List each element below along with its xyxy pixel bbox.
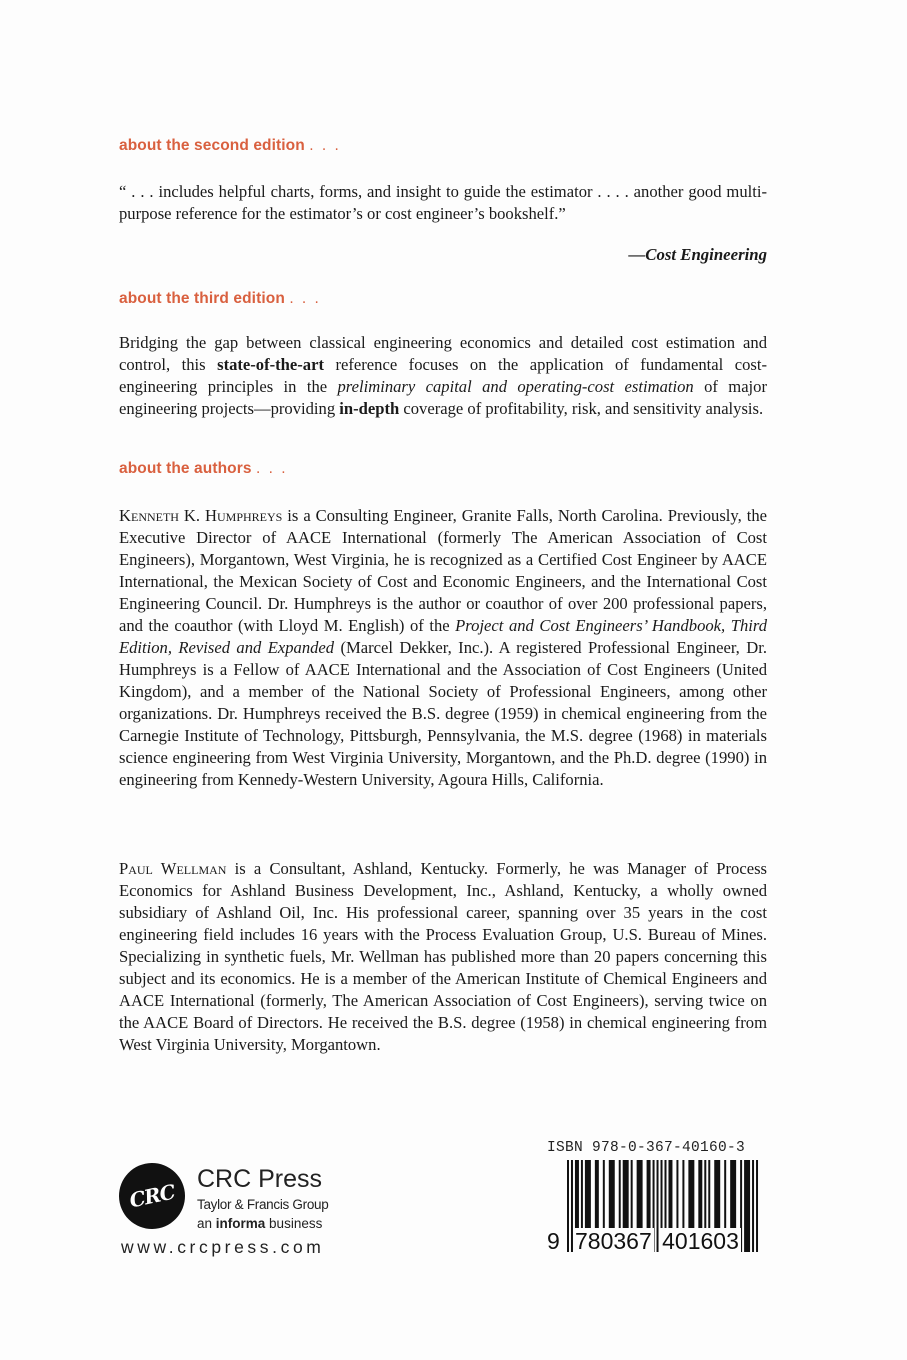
- ean-group-right: 401603: [662, 1228, 739, 1254]
- publisher-logo: [119, 1163, 359, 1263]
- heading-text: about the second edition: [119, 137, 305, 154]
- barcode-bar: [756, 1160, 758, 1252]
- author-bio-wellman: [119, 858, 767, 1056]
- publisher-name: CRC Press: [197, 1165, 323, 1193]
- bio-text: is a Consultant, Ashland, Kentucky. Formerly, he was Manager of Process Economics for Ashland Business Development, Inc., Ashland, Kentucky, a wholly owned subsidiary of Ashland Oil, Inc. His professional career, spanning over 35 years in the cost engineering field includes 16 years with the Process Evaluation Group, U.S. Bureau of Mines. Specializing in synthetic fuels, Mr. Wellman has published more than 20 papers concerning this subject and its economics. He is a member of the American Institute of Chemical Engineers and AACE International (formerly, The American Association of Cost Engineers), serving twice on the AACE Board of Directors. He received the B.S. degree (1958) in chemical engineering from West Virginia University, Morgantown.: [119, 859, 767, 1054]
- heading-third-edition: [119, 289, 767, 309]
- ean-first-digit: 9: [547, 1228, 560, 1254]
- description-text: coverage of profitability, risk, and sensitivity analysis.: [399, 399, 764, 418]
- publisher-url: www.crcpress.com: [121, 1237, 325, 1257]
- business-text: business: [265, 1216, 323, 1231]
- heading-ellipsis: . . .: [256, 460, 288, 477]
- publisher-group: Taylor & Francis Group: [197, 1197, 329, 1212]
- description-text: Bridging the gap between classical engineering economics and detailed cost estimation and control, this: [119, 333, 767, 374]
- heading-authors: [119, 459, 767, 479]
- heading-ellipsis: . . .: [289, 290, 321, 307]
- third-edition-description: [119, 332, 767, 420]
- isbn-barcode: [547, 1140, 757, 1265]
- publisher-business-line: [197, 1216, 322, 1231]
- heading-text: about the third edition: [119, 290, 285, 307]
- crc-logo-icon: [113, 1157, 191, 1235]
- isbn-label: ISBN 978-0-367-40160-3: [547, 1140, 746, 1156]
- business-text: an: [197, 1216, 216, 1231]
- description-text: of major engineering projects—providing: [119, 377, 767, 418]
- review-quote: “ . . . includes helpful charts, forms, and insight to guide the estimator . . . . another good multi-purpose reference for the estimator’s or cost engineer’s bookshelf.”: [119, 182, 767, 223]
- description-text: reference focuses on the application of fundamental cost-engineering principles in the: [119, 355, 767, 396]
- heading-text: about the authors: [119, 460, 252, 477]
- book-title: Project and Cost Engineers’ Handbook, Third Edition, Revised and Expanded: [119, 616, 768, 657]
- heading-ellipsis: . . .: [309, 137, 341, 154]
- bio-text: is a Consulting Engineer, Granite Falls, North Carolina. Previously, the Executive Director of AACE International (formerly The American Association of Cost Engineers), Morgantown, West Virginia, he is recognized as a Certified Cost Engineer by AACE International, the Mexican Society of Cost and Economic Engineers, and the International Cost Engineering Council. Dr. Humphreys is the author or coauthor of over 200 professional papers, and the coauthor (with Lloyd M. English) of the: [119, 506, 768, 635]
- quote-attribution: —Cost Engineering: [628, 245, 767, 264]
- logo-mark-text: CRC: [127, 1179, 177, 1213]
- bio-text: (Marcel Dekker, Inc.). A registered Professional Engineer, Dr. Humphreys is a Fellow of AACE International and the Association of Cost Engineers (United Kingdom), and a member of the National Society of Professional Engineers, among other organizations. Dr. Humphreys received the B.S. degree (1959) in chemical engineering from the Carnegie Institute of Technology, Pittsburgh, Pennsylvania, the M.S. degree (1968) in materials science engineering from West Virginia University, Morgantown, and the Ph.D. degree (1990) in engineering from Kennedy-Western University, Agoura Hills, California.: [119, 638, 767, 789]
- ean-number: [547, 1228, 741, 1255]
- ean-group-left: 780367: [575, 1228, 652, 1254]
- barcode-bar: [752, 1160, 754, 1252]
- barcode-bar: [744, 1160, 750, 1252]
- business-brand: informa: [215, 1216, 266, 1231]
- author-name: Kenneth K. Humphreys: [119, 506, 283, 525]
- heading-second-edition: [119, 136, 767, 156]
- emphasis-bold: in-depth: [339, 399, 400, 418]
- emphasis-italic: preliminary capital and operating-cost estimation: [337, 377, 694, 396]
- author-name: Paul Wellman: [119, 859, 227, 878]
- author-bio-humphreys: [119, 505, 767, 791]
- emphasis-bold: state-of-the-art: [217, 355, 324, 374]
